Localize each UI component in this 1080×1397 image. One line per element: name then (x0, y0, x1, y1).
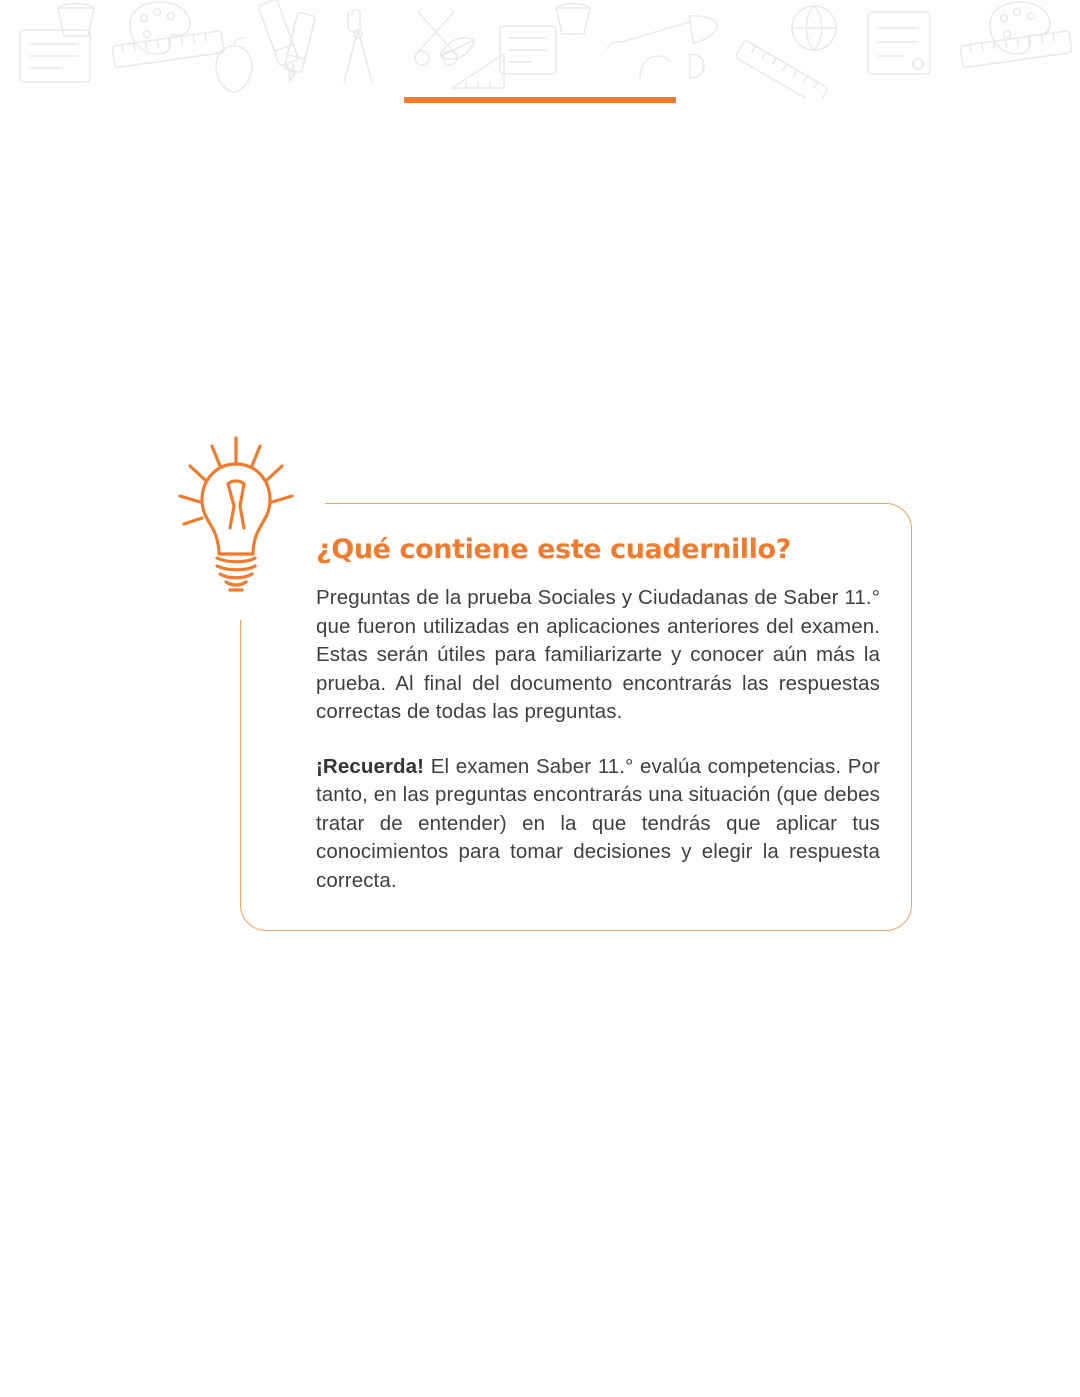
header-decorative-band (0, 0, 1080, 98)
header-accent-rule (404, 97, 676, 103)
lightbulb-icon (172, 432, 302, 602)
callout-paragraph-1 (316, 584, 880, 727)
callout-content (316, 534, 880, 895)
callout-paragraph-2 (316, 753, 880, 896)
school-supplies-pattern (0, 0, 1080, 98)
callout-title: ¿Qué contiene este cuadernillo? (316, 534, 791, 565)
callout-paragraph-2-lead: ¡Recuerda! (316, 754, 425, 778)
callout-paragraph-1-text: Preguntas de la prueba Sociales y Ciudadanas de Saber 11.° que fueron utilizadas en aplicaciones anteriores del examen. Estas serán útiles para familiarizarte y conocer aún más la prueba. Al final del documento encontrarás las respuestas correctas de todas las preguntas. (316, 586, 880, 724)
callout-paragraph-2-text: El examen Saber 11.° evalúa competencias. Por tanto, en las preguntas encontrarás una situación (que debes tratar de entender) en la que tendrás que aplicar tus conocimientos para tomar decisiones y elegir la respuesta correcta. (316, 754, 880, 892)
